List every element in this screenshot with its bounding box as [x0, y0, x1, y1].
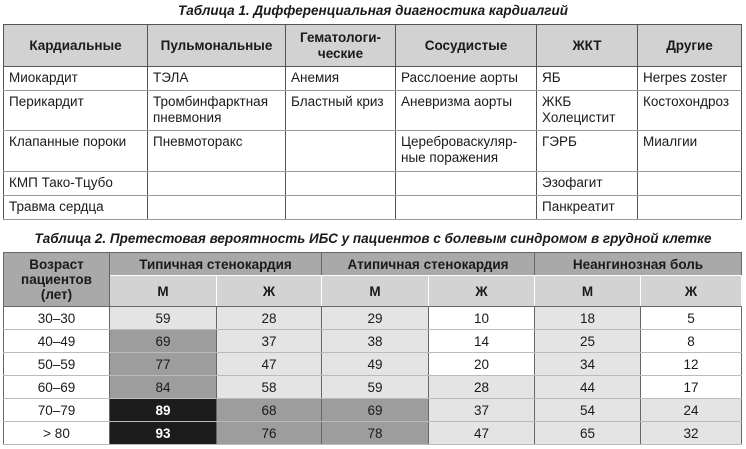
value-cell: 38: [322, 330, 429, 353]
age-cell: 70–79: [4, 399, 110, 422]
header-cardiac: Кардиальные: [4, 25, 148, 67]
table-cell: Цереброваскуляр- ные поражения: [396, 131, 537, 172]
table-row: [4, 399, 742, 422]
header-sex-male: М: [535, 276, 641, 307]
table1-header-row: [4, 25, 742, 67]
table-row: [4, 422, 742, 445]
value-cell: 37: [429, 399, 535, 422]
value-cell: 76: [217, 422, 322, 445]
table-cell: Аневризма аорты: [396, 91, 537, 131]
table-cell: ЖКБ Холецистит: [537, 91, 638, 131]
table-cell: [396, 196, 537, 220]
table-row: [4, 307, 742, 330]
value-cell: 34: [535, 353, 641, 376]
value-cell: 32: [641, 422, 742, 445]
table-cell: Миокардит: [4, 67, 148, 91]
table-row: [4, 91, 742, 131]
table1-caption: Таблица 1. Дифференциальная диагностика кардиалгий: [178, 3, 568, 18]
header-atypical-angina: Атипичная стенокардия: [322, 253, 535, 276]
header-gi: ЖКТ: [537, 25, 638, 67]
value-cell: 69: [322, 399, 429, 422]
table-cell: ТЭЛА: [148, 67, 286, 91]
header-sex-female: Ж: [429, 276, 535, 307]
value-cell: 59: [322, 376, 429, 399]
header-other: Другие: [638, 25, 742, 67]
differential-diagnosis-table: [3, 24, 742, 220]
value-cell: 10: [429, 307, 535, 330]
value-cell: 20: [429, 353, 535, 376]
header-non-anginal-pain: Неангинозная боль: [535, 253, 742, 276]
table-cell: [286, 172, 396, 196]
header-pulmonary: Пульмональные: [148, 25, 286, 67]
table-cell: [286, 131, 396, 172]
value-cell: 5: [641, 307, 742, 330]
table-row: [4, 330, 742, 353]
table-row: [4, 376, 742, 399]
value-cell: 47: [217, 353, 322, 376]
value-cell: 28: [217, 307, 322, 330]
header-vascular: Сосудистые: [396, 25, 537, 67]
table-cell: Анемия: [286, 67, 396, 91]
header-sex-male: М: [322, 276, 429, 307]
value-cell: 25: [535, 330, 641, 353]
table2-caption: Таблица 2. Претестовая вероятность ИБС у пациентов с болевым синдромом в грудной клетке: [34, 231, 712, 246]
value-cell: 29: [322, 307, 429, 330]
table-cell: Панкреатит: [537, 196, 638, 220]
value-cell: 47: [429, 422, 535, 445]
table-row: [4, 172, 742, 196]
value-cell: 65: [535, 422, 641, 445]
table-cell: ЯБ: [537, 67, 638, 91]
value-cell: 14: [429, 330, 535, 353]
table-row: [4, 196, 742, 220]
table2-sex-header-row: [4, 276, 742, 307]
table-row: [4, 131, 742, 172]
value-cell: 77: [110, 353, 217, 376]
table-cell: Расслоение аорты: [396, 67, 537, 91]
table-cell: [148, 172, 286, 196]
table-row: [4, 67, 742, 91]
table-cell: Бластный криз: [286, 91, 396, 131]
value-cell: 49: [322, 353, 429, 376]
header-typical-angina: Типичная стенокардия: [110, 253, 322, 276]
age-cell: 40–49: [4, 330, 110, 353]
value-cell: 44: [535, 376, 641, 399]
value-cell: 18: [535, 307, 641, 330]
value-cell: 84: [110, 376, 217, 399]
value-cell: 24: [641, 399, 742, 422]
value-cell: 58: [217, 376, 322, 399]
table-cell: Herpes zoster: [638, 67, 742, 91]
value-cell: 28: [429, 376, 535, 399]
header-age: Возраст пациентов (лет): [4, 253, 110, 307]
header-sex-female: Ж: [217, 276, 322, 307]
value-cell: 59: [110, 307, 217, 330]
pretest-probability-table: [3, 252, 742, 445]
age-cell: 50–59: [4, 353, 110, 376]
table2-group-header-row: [4, 253, 742, 276]
value-cell: 89: [110, 399, 217, 422]
age-cell: 30–30: [4, 307, 110, 330]
value-cell: 54: [535, 399, 641, 422]
value-cell: 93: [110, 422, 217, 445]
table-cell: ГЭРБ: [537, 131, 638, 172]
table-cell: Перикардит: [4, 91, 148, 131]
table-row: [4, 353, 742, 376]
table-cell: Костохондроз: [638, 91, 742, 131]
table-cell: [638, 196, 742, 220]
table-cell: Тромбинфарктная пневмония: [148, 91, 286, 131]
value-cell: 12: [641, 353, 742, 376]
header-hematologic: Гематологи- ческие: [286, 25, 396, 67]
value-cell: 37: [217, 330, 322, 353]
header-sex-female: Ж: [641, 276, 742, 307]
table-cell: Миалгии: [638, 131, 742, 172]
value-cell: 68: [217, 399, 322, 422]
age-cell: 60–69: [4, 376, 110, 399]
header-sex-male: М: [110, 276, 217, 307]
table-cell: Клапанные пороки: [4, 131, 148, 172]
table-cell: Эзофагит: [537, 172, 638, 196]
value-cell: 17: [641, 376, 742, 399]
table-cell: [148, 196, 286, 220]
table-cell: [638, 172, 742, 196]
age-cell: > 80: [4, 422, 110, 445]
table-cell: КМП Тако-Тцубо: [4, 172, 148, 196]
table-cell: Травма сердца: [4, 196, 148, 220]
table-cell: [396, 172, 537, 196]
value-cell: 78: [322, 422, 429, 445]
value-cell: 69: [110, 330, 217, 353]
value-cell: 8: [641, 330, 742, 353]
table-cell: [286, 196, 396, 220]
table-cell: Пневмоторакс: [148, 131, 286, 172]
